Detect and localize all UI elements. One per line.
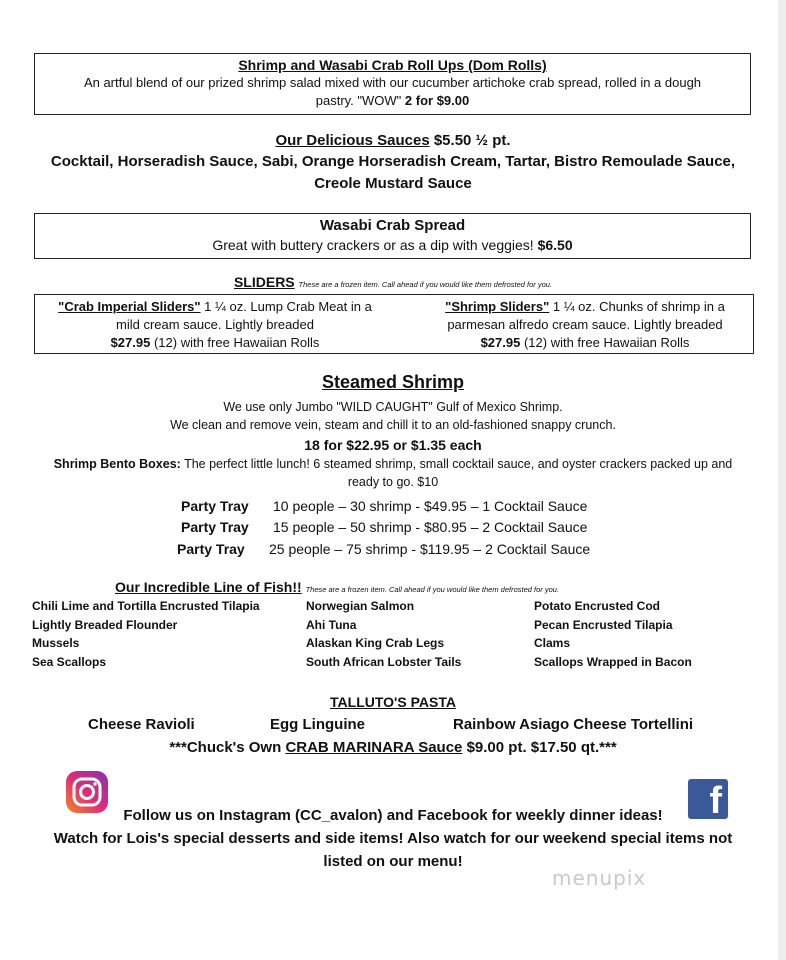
footer-line1: Follow us on Instagram (CC_avalon) and Facebook for weekly dinner ideas!	[123, 807, 663, 824]
party-tray-label: Party Tray	[181, 519, 249, 535]
bento-line2: ready to go. $10	[347, 475, 439, 489]
pasta-item: Rainbow Asiago Cheese Tortellini	[453, 716, 694, 733]
footer-text	[0, 804, 786, 873]
steamed-line2: We clean and remove vein, steam and chill it to an old-fashioned snappy crunch.	[170, 418, 616, 432]
fish-item: Chili Lime and Tortilla Encrusted Tilapia	[32, 599, 260, 613]
bento-line1: The perfect little lunch! 6 steamed shrimp, small cocktail sauce, and oyster crackers packed up and	[184, 457, 733, 471]
sliders-header	[0, 274, 786, 290]
fish-item: Clams	[534, 636, 571, 650]
party-tray-label: Party Tray	[177, 541, 245, 557]
sauces-list-2: Creole Mustard Sauce	[314, 175, 472, 192]
fish-item: Pecan Encrusted Tilapia	[534, 617, 673, 632]
fish-list	[32, 599, 752, 673]
fish-row	[32, 655, 752, 674]
sauces-price: $5.50 ½ pt.	[433, 132, 511, 149]
fish-item: Mussels	[32, 636, 80, 650]
fish-note: These are a frozen item. Call ahead if you would like them defrosted for you.	[305, 585, 560, 594]
shrimp-slider-name: "Shrimp Sliders"	[445, 299, 550, 314]
steamed-price: 18 for $22.95 or $1.35 each	[304, 437, 482, 453]
marinara-pre: ***Chuck's Own	[169, 739, 282, 756]
pasta-title: TALLUTO'S PASTA	[330, 694, 456, 710]
party-tray-label: Party Tray	[181, 498, 249, 514]
party-tray-desc: 25 people – 75 shrimp - $119.95 – 2 Cocktail Sauce	[269, 541, 591, 557]
crab-slider-name: "Crab Imperial Sliders"	[58, 299, 201, 314]
watermark: menupix	[552, 866, 647, 890]
shrimp-slider-price: $27.95	[480, 335, 521, 350]
crab-slider-line1: 1 ¼ oz. Lump Crab Meat in a	[204, 299, 372, 314]
crab-slider-rest: (12) with free Hawaiian Rolls	[153, 335, 320, 350]
dom-rolls-box	[34, 53, 751, 115]
dom-rolls-desc-2: pastry. "WOW"	[315, 93, 402, 108]
wasabi-desc: Great with buttery crackers or as a dip with veggies!	[212, 237, 534, 253]
party-tray-row	[0, 498, 786, 518]
pasta-item: Cheese Ravioli	[88, 716, 195, 733]
crab-slider-line2: mild cream sauce. Lightly breaded	[116, 317, 314, 332]
party-tray-row	[0, 541, 786, 561]
fish-item: Alaskan King Crab Legs	[306, 636, 445, 650]
fish-title: Our Incredible Line of Fish!!	[115, 579, 302, 595]
fish-item: Scallops Wrapped in Bacon	[534, 654, 692, 669]
footer-line2: Watch for Lois's special desserts and side items! Also watch for our weekend special items not	[53, 830, 733, 847]
shrimp-slider-rest: (12) with free Hawaiian Rolls	[523, 335, 690, 350]
dom-rolls-price: 2 for $9.00	[404, 93, 470, 108]
shrimp-slider	[415, 298, 755, 352]
party-tray-row	[0, 519, 786, 539]
dom-rolls-desc-1: An artful blend of our prized shrimp salad mixed with our cucumber artichoke crab spread, rolled in a dough	[83, 75, 702, 90]
party-tray-desc: 10 people – 30 shrimp - $49.95 – 1 Cocktail Sauce	[273, 498, 588, 514]
fish-item: Ahi Tuna	[306, 617, 357, 632]
fish-item: Potato Encrusted Cod	[534, 599, 661, 613]
sauces-title: Our Delicious Sauces	[275, 132, 430, 149]
dom-rolls-title: Shrimp and Wasabi Crab Roll Ups (Dom Rolls)	[238, 57, 547, 73]
fish-row	[32, 618, 752, 637]
fish-item: Sea Scallops	[32, 654, 107, 669]
marinara-price: $9.00 pt. $17.50 qt.***	[466, 739, 617, 756]
fish-item: South African Lobster Tails	[306, 654, 462, 669]
party-tray-desc: 15 people – 50 shrimp - $80.95 – 2 Cocktail Sauce	[273, 519, 588, 535]
fish-item: Norwegian Salmon	[306, 599, 415, 613]
shrimp-slider-line2: parmesan alfredo cream sauce. Lightly breaded	[447, 317, 723, 332]
steamed-title: Steamed Shrimp	[321, 372, 465, 392]
sliders-box	[34, 294, 754, 354]
sauces-section	[0, 132, 786, 195]
crab-slider-price: $27.95	[110, 335, 151, 350]
shrimp-slider-line1: 1 ¼ oz. Chunks of shrimp in a	[552, 299, 725, 314]
fish-row	[32, 599, 752, 618]
fish-row	[32, 636, 752, 655]
fish-item: Lightly Breaded Flounder	[32, 617, 178, 632]
steamed-line1: We use only Jumbo "WILD CAUGHT" Gulf of Mexico Shrimp.	[223, 400, 563, 414]
marinara-name: CRAB MARINARA Sauce	[285, 739, 463, 756]
wasabi-price: $6.50	[537, 237, 573, 253]
sliders-note: These are a frozen item. Call ahead if you would like them defrosted for you.	[298, 280, 553, 289]
marinara-line	[0, 739, 786, 756]
sauces-list-1: Cocktail, Horseradish Sauce, Sabi, Orange Horseradish Cream, Tartar, Bistro Remoulade Sauce,	[50, 153, 736, 170]
crab-slider	[35, 298, 395, 352]
wasabi-box	[34, 213, 751, 259]
pasta-list	[0, 716, 786, 736]
pasta-item: Egg Linguine	[270, 716, 365, 733]
footer-line3: listed on our menu!	[323, 853, 463, 870]
bento-label: Shrimp Bento Boxes:	[53, 457, 181, 471]
steamed-section	[0, 372, 786, 491]
wasabi-title: Wasabi Crab Spread	[319, 217, 466, 234]
facebook-glyph: f	[709, 780, 722, 819]
sliders-title: SLIDERS	[233, 274, 295, 290]
fish-header	[115, 579, 775, 595]
